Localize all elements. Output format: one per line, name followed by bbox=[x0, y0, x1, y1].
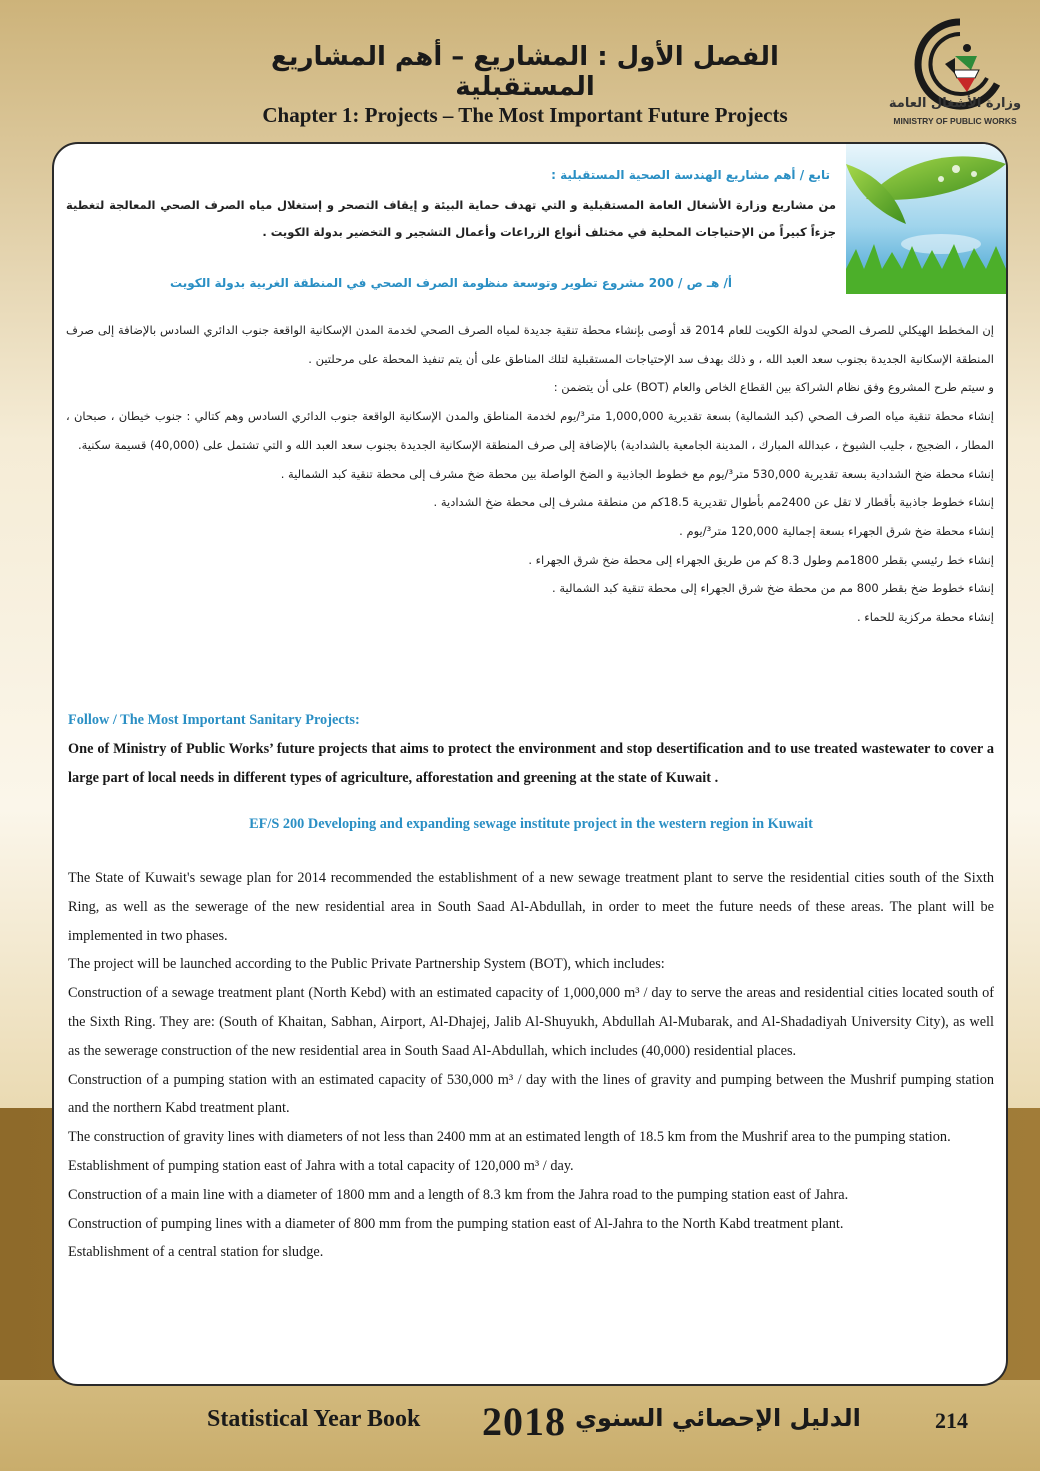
english-paragraph: Construction of a pumping station with an estimated capacity of 530,000 m³ / day with the lines of gravity and pumping between the Mushrif pumping station and the northern Kabd treatment plant. bbox=[68, 1071, 994, 1117]
arabic-project-subtitle: أ/ هـ ص / 200 مشروع تطوير وتوسعة منظومة الصرف الصحي في المنطقة الغربية بدولة الكويت bbox=[169, 276, 732, 290]
english-intro: One of Ministry of Public Works’ future projects that aims to protect the environment and stop desertification and to use treated wastewater to cover a large part of local needs in different types of agriculture, afforestation and greening at the state of Kuwait . bbox=[68, 740, 994, 786]
arabic-paragraph: إنشاء خطوط جاذبية بأقطار لا تقل عن 2400مم بأطوال تقديرية 18.5كم من منطقة مشرف إلى محطة ضخ الشدادية . bbox=[433, 495, 994, 510]
ministry-name-english: MINISTRY OF PUBLIC WORKS bbox=[893, 116, 1017, 126]
footer-book-title-arabic: الدليل الإحصائي السنوي bbox=[575, 1404, 861, 1432]
english-paragraph: Establishment of pumping station east of Jahra with a total capacity of 120,000 m³ / day. bbox=[68, 1157, 574, 1174]
english-section-title: Follow / The Most Important Sanitary Projects: bbox=[68, 712, 360, 728]
arabic-paragraph: إنشاء محطة مركزية للحماء . bbox=[856, 610, 994, 625]
arabic-paragraph: إنشاء محطة تنقية مياه الصرف الصحي (كبد الشمالية) بسعة تقديرية 1,000,000 متر³/يوم لخدمة المناطق والمدن الإسكانية الواقعة جنوب الدائري السادس وهم كتالي : جنوب خيطان ، صبحان ، المطار ، الضجيج ، جليب الشيوخ ، عبدالله المبارك ، المدينة الجامعية بالشدادية) بالإضافة إلى صرف المنطقة الإسكانية الجديدة بجنوب سعد العبد الله و التي تشتمل على (40,000) قسيمة سكنية. bbox=[66, 409, 994, 452]
arabic-body bbox=[66, 316, 994, 632]
english-paragraph: Construction of a main line with a diameter of 1800 mm and a length of 8.3 km from the Jahra road to the pumping station east of Jahra. bbox=[68, 1186, 849, 1203]
english-paragraph: The State of Kuwait's sewage plan for 2014 recommended the establishment of a new sewage treatment plant to serve the residential cities south of the Sixth Ring, as well as the sewerage of the new residential area in South Saad Al-Abdullah, in order to meet the future needs of these areas. The plant will be implemented in two phases. bbox=[68, 870, 994, 944]
english-paragraph: Construction of a sewage treatment plant (North Kebd) with an estimated capacity of 1,000,000 m³ / day to serve the areas and residential cities located south of the Sixth Ring. They are: (South of Khaitan, Sabhan, Airport, Al-Dhajej, Jalib Al-Shuyukh, Abdullah Al-Mubarak, and Al-Shadadiyah University City), as well as the sewerage construction of the new residential area in South Saad Al-Abdullah, which includes (40,000) residential places. bbox=[68, 985, 994, 1059]
arabic-section-title: تابع / أهم مشاريع الهندسة الصحية المستقبلية : bbox=[551, 168, 830, 182]
arabic-paragraph: إنشاء خط رئيسي بقطر 1800مم وطول 8.3 كم من طريق الجهراء إلى محطة ضخ شرق الجهراء . bbox=[528, 552, 994, 567]
footer-year: 2018 bbox=[482, 1399, 566, 1444]
chapter-title-english: Chapter 1: Projects – The Most Important Future Projects bbox=[262, 103, 788, 127]
arabic-paragraph: إنشاء خطوط ضخ بقطر 800 مم من محطة ضخ شرق الجهراء إلى محطة تنقية كبد الشمالية . bbox=[552, 581, 994, 596]
english-paragraph: The construction of gravity lines with diameters of not less than 2400 mm at an estimated length of 18.5 km from the Mushrif area to the pumping station. bbox=[68, 1129, 951, 1146]
arabic-paragraph: و سيتم طرح المشروع وفق نظام الشراكة بين القطاع الخاص والعام (BOT) على أن يتضمن : bbox=[553, 380, 994, 395]
water-leaf-photo bbox=[846, 144, 1006, 294]
chapter-title-arabic: الفصل الأول : المشاريع – أهم المشاريع المستقبلية bbox=[271, 42, 779, 102]
content-panel bbox=[52, 142, 1008, 1386]
english-body bbox=[68, 864, 994, 1267]
english-paragraph: The project will be launched according to the Public Private Partnership System (BOT), which includes: bbox=[68, 956, 665, 973]
ministry-name-arabic: وزارة الأشغال العامة bbox=[888, 96, 1022, 111]
arabic-intro: من مشاريع وزارة الأشغال العامة المستقبلية و التي تهدف حماية البيئة و إيقاف التصحر و إستغلال مياه الصرف الصحي المعالجة لتغطية جزءاً كبيراً من الإحتياجات المحلية في مختلف أنواع الزراعات وأعمال التشجير و التخضير بدولة الكويت . bbox=[66, 198, 836, 239]
footer-book-title-english: Statistical Year Book bbox=[207, 1406, 421, 1432]
arabic-paragraph: إن المخطط الهيكلي للصرف الصحي لدولة الكويت للعام 2014 قد أوصى بإنشاء محطة تنقية جديدة لمياه الصرف الصحي لخدمة المدن الإسكانية الواقعة جنوب الدائري السادس بالإضافة إلى صرف المنطقة الإسكانية الجديدة بجنوب سعد العبد الله ، و ذلك بهدف سد الإحتياجات المستقبلية لتلك المناطق على أن يتم تنفيذ المحطة على مرحلتين . bbox=[66, 323, 994, 366]
arabic-paragraph: إنشاء محطة ضخ الشدادية بسعة تقديرية 530,000 متر³/يوم مع خطوط الجاذبية و الضخ الواصلة بين محطة ضخ مشرف إلى محطة تنقية كبد الشمالية . bbox=[280, 466, 994, 481]
page-number: 214 bbox=[935, 1408, 968, 1433]
english-paragraph: Establishment of a central station for sludge. bbox=[68, 1244, 324, 1261]
english-intro-section bbox=[68, 706, 994, 792]
ministry-logo bbox=[905, 14, 1015, 129]
english-paragraph: Construction of pumping lines with a diameter of 800 mm from the pumping station east of Al-Jahra to the North Kabd treatment plant. bbox=[68, 1215, 844, 1232]
english-project-subtitle: EF/S 200 Developing and expanding sewage institute project in the western region in Kuwait bbox=[249, 816, 813, 832]
arabic-paragraph: إنشاء محطة ضخ شرق الجهراء بسعة إجمالية 120,000 متر³/يوم . bbox=[679, 523, 994, 538]
